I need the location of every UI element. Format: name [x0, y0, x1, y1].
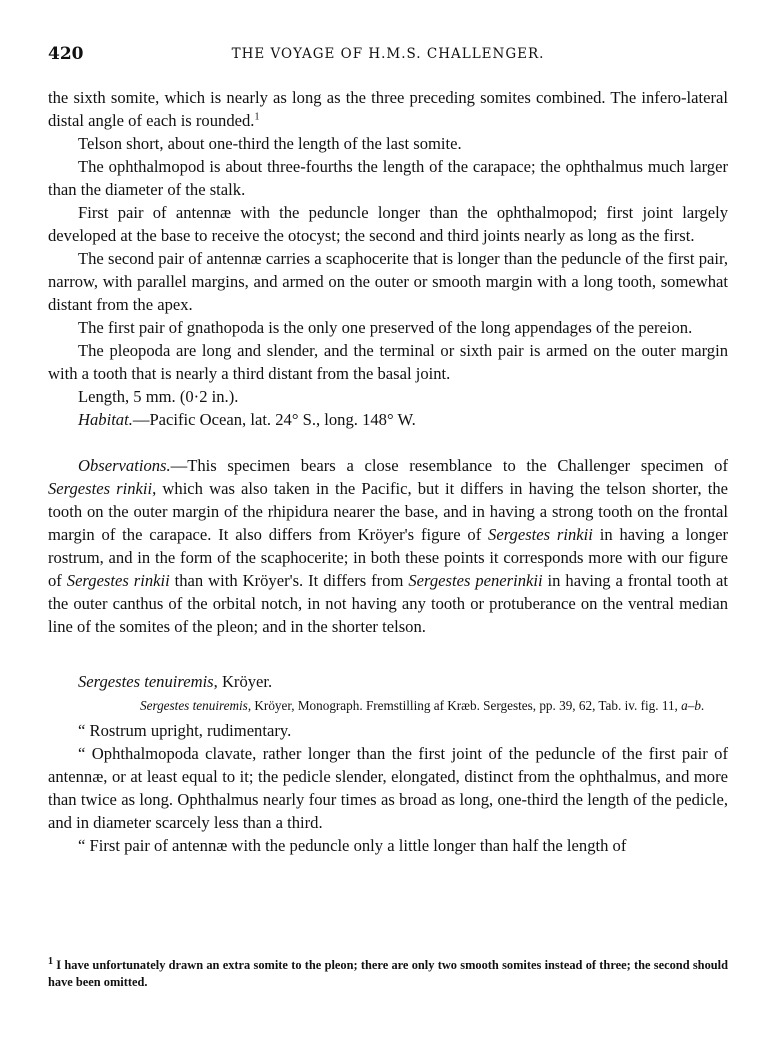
observations-paragraph: Observations.—This specimen bears a close resemblance to the Challenger specimen of Sergestes rinkii, which was also taken in the Pacific, but it differs in having the telson shorter, the tooth on the outer margin of the rhipidura nearer the base, and in having a strong tooth on the frontal margin of the carapace. It also differs from Kröyer's figure of Sergestes rinkii in having a longer rostrum, and in the form of the scaphocerite; in both these points it corresponds more with our figure of Sergestes rinkii than with Kröyer's. It differs from Sergestes penerinkii in having a frontal tooth at the outer canthus of the orbital notch, in not having any tooth or protuberance on the ventral median line of the somites of the pleon; and in the shorter telson.: [48, 456, 729, 636]
synonymy: Sergestes tenuiremis, Kröyer, Monograph. Fremstilling af Kræb. Sergestes, pp. 39, 62, Tab. iv. fig. 11, a–b.: [140, 698, 705, 713]
species-ref: Sergestes rinkii: [66, 571, 170, 590]
paragraph: First pair of antennæ with the peduncle longer than the ophthalmopod; first joint largely developed at the base to receive the otocyst; the second and third joints nearly as long as the first.: [48, 203, 728, 245]
species-ref: Sergestes rinkii: [48, 479, 153, 498]
footnote-text: I have unfortunately drawn an extra somite to the pleon; there are only two smooth somites instead of three; the second should have been omitted.: [48, 958, 728, 989]
running-title: THE VOYAGE OF H.M.S. CHALLENGER.: [231, 46, 545, 62]
paragraph: The first pair of gnathopoda is the only one preserved of the long appendages of the pereion.: [78, 318, 693, 337]
habitat-label: Habitat.: [78, 410, 133, 429]
paragraph: The pleopoda are long and slender, and the terminal or sixth pair is armed on the outer margin with a tooth that is nearly a third distant from the basal joint.: [48, 341, 728, 383]
page-header: [48, 44, 728, 68]
paragraph: The ophthalmopod is about three-fourths the length of the carapace; the ophthalmus much larger than the diameter of the stalk.: [48, 157, 728, 199]
habitat-line: Habitat.—Pacific Ocean, lat. 24° S., long. 148° W.: [78, 410, 416, 429]
species-ref: Sergestes penerinkii: [408, 571, 543, 590]
quote-paragraph: “ Rostrum upright, rudimentary.: [78, 721, 292, 740]
species-ref: Sergestes rinkii: [488, 525, 593, 544]
species-author: , Kröyer.: [213, 672, 273, 691]
paragraph: the sixth somite, which is nearly as long as the three preceding somites combined. The infero-lateral distal angle of each is rounded.$^1$: [48, 88, 728, 130]
footnote: [48, 957, 728, 991]
paragraph: The second pair of antennæ carries a scaphocerite that is longer than the peduncle of the first pair, narrow, with parallel margins, and armed on the outer or smooth margin with a long tooth, somewhat distant from the apex.: [48, 249, 728, 314]
footnote-mark: 1: [48, 955, 53, 967]
paragraph: Telson short, about one-third the length of the last somite.: [78, 134, 462, 153]
species-heading: [48, 670, 728, 693]
observations-label: Observations.: [78, 456, 171, 475]
footnote-ref[interactable]: 1: [254, 111, 260, 123]
length-line: Length, 5 mm. (0·2 in.).: [78, 387, 239, 406]
quote-paragraph: “ Ophthalmopoda clavate, rather longer than the first joint of the peduncle of the first pair of antennæ, or at least equal to it; the pedicle slender, elongated, distinct from the ophthalmus, and more than twice as long. Ophthalmus nearly four times as broad as long, one-third the length of the pedicle, and in diameter scarcely less than a third.: [48, 744, 728, 832]
species-name: Sergestes tenuiremis: [78, 672, 214, 691]
page-number: 420: [48, 44, 84, 64]
main-text: [48, 86, 728, 857]
quote-paragraph: “ First pair of antennæ with the peduncle only a little longer than half the length of: [78, 836, 627, 855]
